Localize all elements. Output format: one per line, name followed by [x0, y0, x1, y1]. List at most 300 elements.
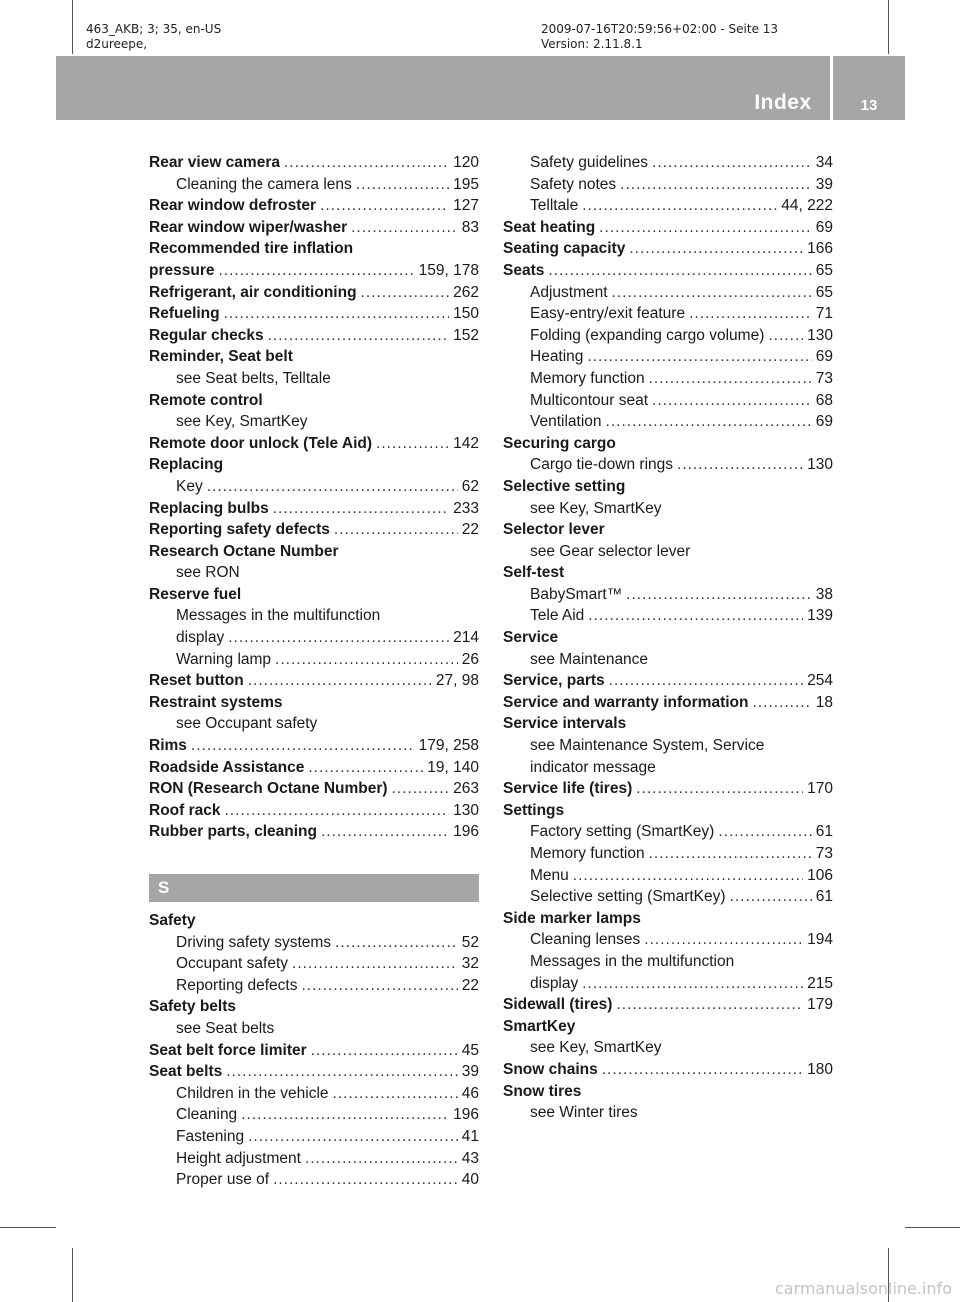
index-entry	[503, 1083, 833, 1105]
entry-page-ref: 32	[461, 955, 479, 973]
entry-label: Menu	[530, 866, 569, 884]
index-entry	[149, 327, 479, 349]
index-entry	[503, 1061, 833, 1083]
entry-label: Children in the vehicle	[176, 1084, 329, 1102]
entry-page-ref: 27, 98	[435, 672, 479, 690]
entry-label: Memory function	[530, 369, 645, 387]
index-subentry	[149, 955, 479, 977]
index-subentry	[149, 651, 479, 673]
page-title: Index	[754, 91, 812, 114]
dot-leader	[351, 219, 458, 237]
index-entry	[503, 240, 833, 262]
index-entry	[149, 305, 479, 327]
entry-page-ref: 45	[461, 1041, 479, 1059]
index-title-box	[736, 86, 830, 120]
dot-leader	[616, 996, 803, 1014]
entry-page-ref: 18	[815, 693, 833, 711]
index-subentry	[503, 931, 833, 953]
index-entry	[149, 780, 479, 802]
entry-label: Regular checks	[149, 326, 264, 344]
entry-label: Side marker lamps	[503, 909, 641, 927]
entry-page-ref: 233	[453, 499, 479, 517]
entry-label: Height adjustment	[176, 1149, 301, 1167]
entry-page-ref: 61	[815, 888, 833, 906]
entry-label: see Maintenance	[530, 650, 649, 668]
entry-page-ref: 34	[815, 154, 833, 171]
index-subentry	[503, 456, 833, 478]
index-entry	[503, 219, 833, 241]
entry-label: Messages in the multifunction	[530, 952, 735, 970]
crop-mark	[72, 1248, 73, 1302]
entry-page-ref: 142	[453, 434, 479, 452]
index-subentry	[149, 1128, 479, 1150]
index-entry	[149, 284, 479, 306]
entry-page-ref: 83	[461, 218, 479, 236]
dot-leader	[718, 823, 811, 841]
entry-page-ref: 68	[815, 391, 833, 409]
index-entry	[503, 564, 833, 586]
index-entry	[149, 998, 479, 1020]
dot-leader	[582, 197, 777, 215]
dot-leader	[224, 305, 450, 323]
index-subentry	[149, 629, 479, 651]
index-list-r	[149, 154, 479, 845]
entry-label: see Key, SmartKey	[530, 1039, 662, 1057]
entry-label: Heating	[530, 348, 584, 366]
entry-page-ref: 195	[453, 175, 479, 193]
index-subentry	[149, 1085, 479, 1107]
entry-label: Cargo tie-down rings	[530, 456, 674, 474]
entry-label: Reserve fuel	[149, 585, 242, 603]
index-entry	[149, 219, 479, 241]
entry-label: Seating capacity	[503, 240, 626, 258]
index-entry	[149, 912, 479, 934]
index-subentry	[503, 154, 833, 176]
entry-page-ref: 71	[815, 305, 833, 323]
entry-label: Service and warranty information	[503, 693, 749, 711]
entry-page-ref: 65	[815, 261, 833, 279]
entry-label: display	[176, 629, 225, 647]
dot-leader	[334, 521, 458, 539]
dot-leader	[649, 845, 812, 863]
dot-leader	[320, 197, 449, 215]
dot-leader	[376, 435, 449, 453]
page-number: 13	[860, 97, 878, 114]
entry-label: Seat heating	[503, 218, 596, 236]
page-number-box	[833, 56, 905, 120]
entry-label: BabySmart™	[530, 585, 623, 603]
crop-mark	[888, 0, 889, 54]
entry-page-ref: 106	[807, 866, 833, 884]
index-subentry	[503, 607, 833, 629]
entry-page-ref: 69	[815, 218, 833, 236]
index-subentry	[149, 1020, 479, 1042]
dot-leader	[602, 1061, 803, 1079]
index-subentry	[149, 1106, 479, 1128]
entry-page-ref: 46	[461, 1084, 479, 1102]
dot-leader	[612, 284, 812, 302]
index-entry	[149, 435, 479, 457]
entry-label: Seat belt force limiter	[149, 1041, 307, 1059]
entry-page-ref: 130	[453, 801, 479, 819]
index-subentry	[149, 176, 479, 198]
dot-leader	[218, 262, 414, 280]
index-list-s	[149, 912, 479, 1193]
index-subentry	[149, 370, 479, 392]
index-entry	[149, 456, 479, 478]
index-entry	[149, 197, 479, 219]
dot-leader	[652, 392, 812, 410]
entry-label: Memory function	[530, 845, 645, 862]
entry-label: Settings	[503, 801, 565, 819]
dot-leader	[599, 219, 812, 237]
index-entry	[503, 996, 833, 1018]
dot-leader	[768, 327, 803, 345]
entry-label: Proper use of	[176, 1171, 270, 1189]
entry-label: Selective setting (SmartKey)	[530, 888, 726, 906]
index-entry	[503, 435, 833, 457]
entry-page-ref: 196	[453, 823, 479, 841]
entry-label: Multicontour seat	[530, 391, 649, 409]
dot-leader	[241, 1106, 449, 1124]
entry-page-ref: 65	[815, 283, 833, 301]
entry-label: Service life (tires)	[503, 780, 633, 798]
crop-mark	[0, 1227, 56, 1228]
index-entry	[149, 1063, 479, 1085]
entry-label: Seats	[503, 261, 545, 279]
index-entry	[149, 694, 479, 716]
dot-leader	[321, 823, 449, 841]
dot-leader	[302, 977, 458, 995]
entry-label: Tele Aid	[530, 607, 585, 625]
entry-label: Self-test	[503, 564, 565, 582]
dot-leader	[649, 370, 812, 388]
index-subentry	[149, 977, 479, 999]
entry-label: Snow tires	[503, 1082, 582, 1100]
entry-label: Service intervals	[503, 715, 627, 733]
index-subentry	[503, 348, 833, 370]
watermark: carmanualsonline.info	[774, 1279, 952, 1298]
entry-page-ref: 43	[461, 1149, 479, 1167]
dot-leader	[636, 780, 803, 798]
dot-leader	[333, 1085, 458, 1103]
index-entry	[149, 759, 479, 781]
index-subentry	[503, 867, 833, 889]
entry-label: Cleaning the camera lens	[176, 175, 352, 193]
dot-leader	[644, 931, 803, 949]
index-entry	[503, 262, 833, 284]
entry-label: Securing cargo	[503, 434, 616, 452]
entry-page-ref: 130	[807, 456, 833, 474]
entry-label: Factory setting (SmartKey)	[530, 823, 715, 841]
entry-label: Replacing bulbs	[149, 499, 269, 517]
entry-page-ref: 215	[807, 974, 833, 992]
entry-label: Reporting defects	[176, 976, 298, 994]
entry-page-ref: 152	[453, 326, 479, 344]
entry-label: Reset button	[149, 672, 244, 690]
header-bar	[56, 56, 830, 120]
entry-label: Sidewall (tires)	[503, 996, 613, 1014]
dot-leader	[228, 629, 449, 647]
entry-label: Safety guidelines	[530, 154, 649, 171]
crop-mark	[905, 1227, 960, 1228]
index-subentry	[503, 953, 833, 975]
entry-label: Warning lamp	[176, 650, 272, 668]
index-entry	[149, 521, 479, 543]
dot-leader	[392, 780, 450, 798]
entry-page-ref: 139	[807, 607, 833, 625]
entry-page-ref: 69	[815, 413, 833, 431]
crop-mark	[72, 0, 73, 54]
index-entry	[149, 543, 479, 565]
entry-page-ref: 130	[807, 326, 833, 344]
dot-leader	[361, 284, 450, 302]
entry-label: see Winter tires	[530, 1104, 638, 1122]
index-entry	[503, 1018, 833, 1040]
meta-right-line2: Version: 2.11.8.1	[541, 37, 643, 51]
entry-label: see Occupant safety	[176, 715, 318, 733]
entry-label: Safety notes	[530, 175, 617, 193]
index-subentry	[503, 176, 833, 198]
entry-label: pressure	[149, 261, 215, 279]
dot-leader	[248, 1128, 458, 1146]
entry-label: Safety	[149, 912, 196, 929]
entry-label: Cleaning lenses	[530, 931, 641, 949]
entry-page-ref: 61	[815, 823, 833, 841]
dot-leader	[609, 672, 803, 690]
entry-label: Recommended tire inflation	[149, 240, 354, 258]
dot-leader	[356, 176, 449, 194]
dot-leader	[652, 154, 812, 172]
entry-label: Rubber parts, cleaning	[149, 823, 317, 841]
dot-leader	[226, 1063, 458, 1081]
entry-page-ref: 62	[461, 477, 479, 495]
index-subentry	[503, 737, 833, 759]
entry-label: Refrigerant, air conditioning	[149, 283, 357, 301]
index-entry	[149, 240, 479, 262]
index-subentry	[503, 823, 833, 845]
index-column-right	[503, 154, 833, 1126]
dot-leader	[225, 802, 450, 820]
dot-leader	[753, 694, 812, 712]
entry-page-ref: 196	[453, 1106, 479, 1124]
entry-label: Rims	[149, 737, 187, 755]
index-entry	[149, 737, 479, 759]
entry-label: Messages in the multifunction	[176, 607, 381, 625]
index-column-left	[149, 154, 479, 1193]
entry-label: SmartKey	[503, 1017, 576, 1035]
index-subentry	[503, 1104, 833, 1126]
index-subentry	[503, 327, 833, 349]
entry-page-ref: 19, 140	[427, 758, 479, 776]
dot-leader	[273, 1171, 458, 1189]
print-meta-right	[541, 22, 778, 52]
entry-page-ref: 262	[453, 283, 479, 301]
entry-label: display	[530, 974, 579, 992]
index-subentry	[503, 888, 833, 910]
index-subentry	[503, 651, 833, 673]
index-subentry	[503, 370, 833, 392]
index-subentry	[503, 413, 833, 435]
entry-label: Roof rack	[149, 801, 221, 819]
entry-label: Key	[176, 477, 203, 495]
index-entry	[503, 910, 833, 932]
index-entry	[149, 154, 479, 176]
index-subentry	[503, 543, 833, 565]
entry-label: indicator message	[530, 758, 656, 776]
index-subentry	[149, 564, 479, 586]
entry-label: Easy-entry/exit feature	[530, 305, 686, 323]
entry-label: Remote control	[149, 391, 263, 409]
entry-page-ref: 39	[815, 175, 833, 193]
entry-label: Cleaning	[176, 1106, 238, 1124]
entry-label: Snow chains	[503, 1060, 598, 1078]
meta-left-line1: 463_AKB; 3; 35, en-US	[86, 22, 222, 36]
entry-label: Roadside Assistance	[149, 758, 305, 776]
index-entry	[149, 500, 479, 522]
section-letter: S	[158, 878, 170, 897]
entry-page-ref: 52	[461, 933, 479, 951]
entry-page-ref: 150	[453, 305, 479, 323]
entry-label: Rear window defroster	[149, 197, 317, 215]
index-subentry	[149, 934, 479, 956]
entry-label: RON (Research Octane Number)	[149, 780, 388, 798]
dot-leader	[248, 672, 432, 690]
entry-label: Refueling	[149, 305, 220, 323]
entry-page-ref: 180	[807, 1060, 833, 1078]
entry-label: see Seat belts, Telltale	[176, 369, 331, 387]
index-entry	[149, 348, 479, 370]
dot-leader	[268, 327, 450, 345]
entry-page-ref: 254	[807, 672, 833, 690]
dot-leader	[582, 975, 803, 993]
entry-label: see Seat belts	[176, 1019, 275, 1037]
entry-label: Service, parts	[503, 672, 605, 690]
dot-leader	[292, 955, 458, 973]
index-entry	[503, 629, 833, 651]
dot-leader	[587, 348, 811, 366]
index-subentry	[149, 1150, 479, 1172]
dot-leader	[335, 934, 458, 952]
entry-page-ref: 120	[453, 154, 479, 171]
index-entry	[503, 715, 833, 737]
index-subentry	[503, 392, 833, 414]
index-entry	[149, 672, 479, 694]
index-entry	[503, 780, 833, 802]
entry-label: see Maintenance System, Service	[530, 737, 765, 755]
entry-label: see RON	[176, 564, 240, 582]
dot-leader	[275, 651, 458, 669]
entry-page-ref: 39	[461, 1063, 479, 1081]
dot-leader	[284, 154, 449, 172]
section-header-s	[149, 874, 479, 902]
entry-page-ref: 38	[815, 585, 833, 603]
dot-leader	[308, 759, 423, 777]
index-subentry	[149, 1171, 479, 1193]
entry-page-ref: 40	[461, 1171, 479, 1189]
entry-page-ref: 179	[807, 996, 833, 1014]
entry-label: see Gear selector lever	[530, 542, 691, 560]
index-subentry	[149, 413, 479, 435]
meta-left-line2: d2ureepe,	[86, 37, 148, 51]
dot-leader	[730, 888, 812, 906]
entry-label: see Key, SmartKey	[176, 413, 308, 431]
entry-page-ref: 166	[807, 240, 833, 258]
index-entry	[503, 521, 833, 543]
index-entry	[503, 694, 833, 716]
entry-label: Service	[503, 629, 559, 647]
entry-label: Adjustment	[530, 283, 608, 301]
entry-page-ref: 127	[453, 197, 479, 215]
dot-leader	[677, 456, 803, 474]
index-subentry	[503, 586, 833, 608]
dot-leader	[207, 478, 458, 496]
dot-leader	[629, 240, 803, 258]
dot-leader	[191, 737, 415, 755]
index-subentry	[503, 1039, 833, 1061]
index-list-s-continued	[503, 154, 833, 1126]
dot-leader	[305, 1150, 458, 1168]
dot-leader	[311, 1042, 458, 1060]
index-subentry	[149, 478, 479, 500]
entry-page-ref: 22	[461, 521, 479, 539]
index-entry	[149, 802, 479, 824]
index-subentry	[503, 305, 833, 327]
dot-leader	[588, 607, 803, 625]
entry-label: Restraint systems	[149, 693, 283, 711]
entry-page-ref: 26	[461, 650, 479, 668]
dot-leader	[620, 176, 812, 194]
entry-label: Reporting safety defects	[149, 521, 330, 539]
print-meta-left	[86, 22, 221, 52]
dot-leader	[689, 305, 812, 323]
entry-page-ref: 69	[815, 348, 833, 366]
dot-leader	[273, 500, 449, 518]
index-entry	[149, 823, 479, 845]
entry-label: Folding (expanding cargo volume)	[530, 326, 765, 344]
index-entry	[503, 672, 833, 694]
entry-page-ref: 159, 178	[418, 261, 479, 279]
entry-label: Selector lever	[503, 521, 605, 539]
entry-label: Ventilation	[530, 413, 602, 431]
entry-label: see Key, SmartKey	[530, 499, 662, 517]
index-entry	[149, 262, 479, 284]
entry-label: Fastening	[176, 1127, 245, 1145]
index-subentry	[503, 284, 833, 306]
index-entry	[503, 478, 833, 500]
entry-label: Research Octane Number	[149, 542, 339, 560]
entry-page-ref: 263	[453, 780, 479, 798]
entry-page-ref: 214	[453, 629, 479, 647]
entry-page-ref: 41	[461, 1127, 479, 1145]
dot-leader	[573, 867, 803, 885]
index-entry	[149, 586, 479, 608]
entry-label: Replacing	[149, 456, 224, 474]
index-entry	[149, 392, 479, 414]
entry-label: Seat belts	[149, 1063, 223, 1081]
entry-page-ref: 73	[815, 845, 833, 862]
index-entry	[149, 1042, 479, 1064]
entry-page-ref: 73	[815, 369, 833, 387]
index-subentry	[503, 197, 833, 219]
entry-label: Reminder, Seat belt	[149, 348, 293, 366]
entry-label: Selective setting	[503, 477, 626, 495]
entry-label: Safety belts	[149, 998, 237, 1016]
index-subentry	[503, 975, 833, 997]
entry-label: Occupant safety	[176, 955, 289, 973]
entry-label: Rear window wiper/washer	[149, 218, 348, 236]
index-subentry	[149, 715, 479, 737]
